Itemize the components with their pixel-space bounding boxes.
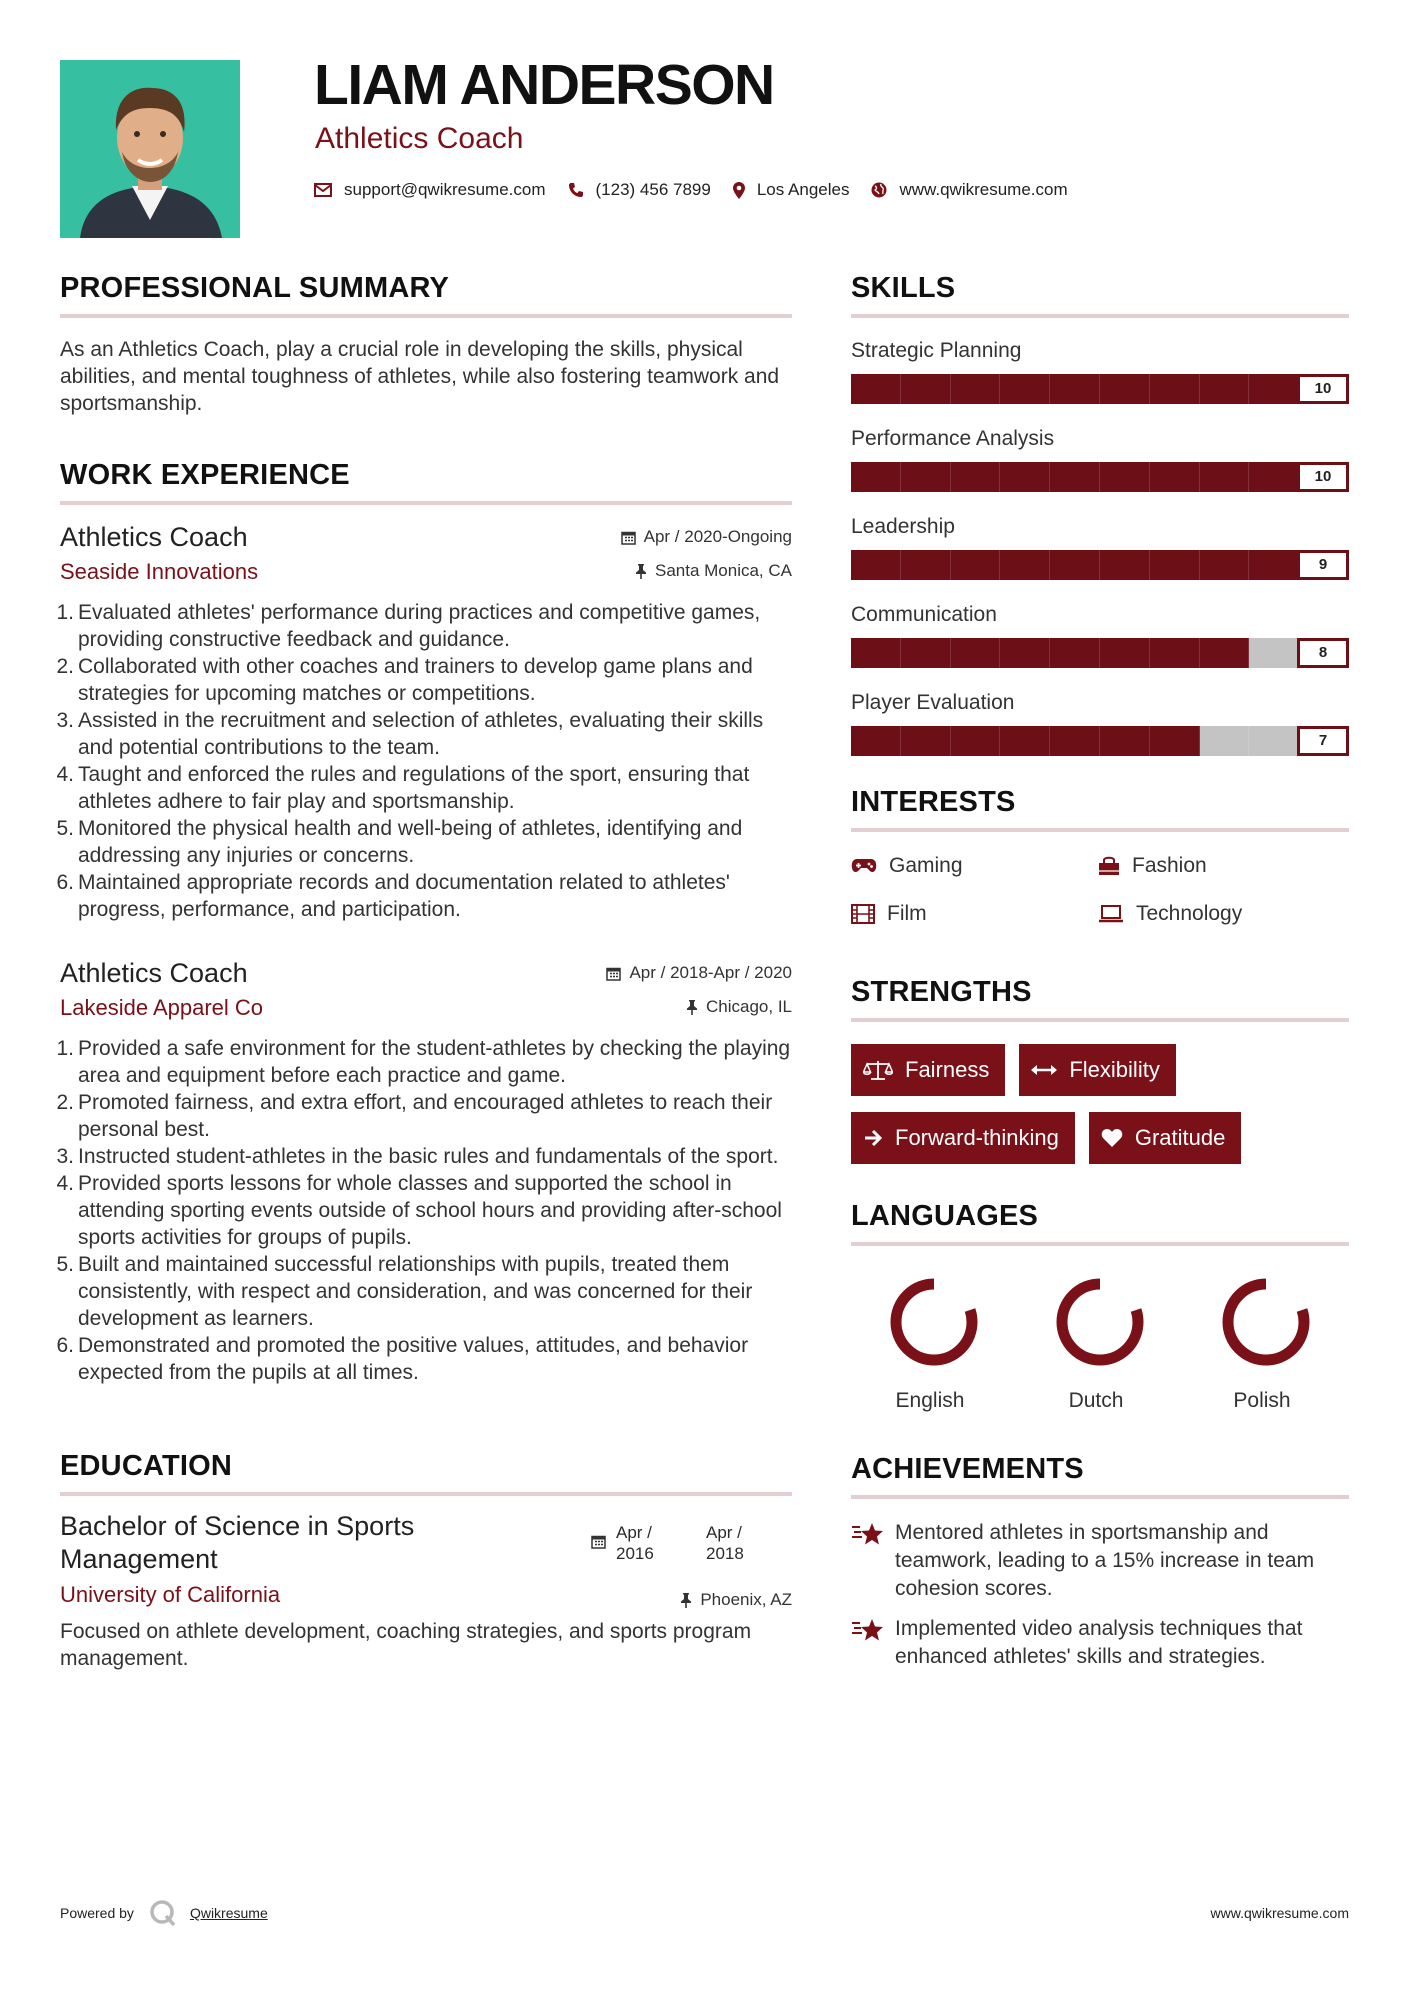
skill-segment (1150, 550, 1200, 580)
job-date (621, 527, 792, 547)
skill-segment (1200, 374, 1250, 404)
skill-segment (1249, 462, 1299, 492)
summary-text: As an Athletics Coach, play a crucial role in developing the skills, physical abilities, and mental toughness of athletes, while also fostering teamwork and sportsmanship. (60, 338, 780, 415)
skill-segment (1000, 462, 1050, 492)
skill-segment (1249, 550, 1299, 580)
skill-segment (951, 462, 1001, 492)
map-marker-icon (733, 182, 745, 199)
interest-label: Fashion (1132, 854, 1207, 877)
brand-link[interactable]: Qwikresume (189, 1905, 268, 1921)
skill-item (851, 514, 1349, 580)
skill-segment (851, 374, 901, 404)
skill-segment (1200, 550, 1250, 580)
skill-segment (901, 726, 951, 756)
education-start: Apr / 2016 (616, 1523, 654, 1563)
interest-label: Gaming (889, 854, 963, 877)
powered-by-text: Powered by (60, 1905, 134, 1921)
skills-title: SKILLS (851, 272, 1349, 318)
duty-item: 5. Built and maintained successful relationships with pupils, treated them consistently, with respect and consideration, and was concerned for their development as learners. (56, 1253, 753, 1330)
left-column (56, 272, 792, 1700)
achievement-item (851, 1615, 1349, 1671)
skill-level-badge: 10 (1297, 374, 1349, 404)
skill-bar (851, 374, 1349, 404)
skill-level-badge: 9 (1297, 550, 1349, 580)
contact-email[interactable] (314, 180, 546, 200)
heart-icon (1101, 1128, 1123, 1148)
language-ring (884, 1272, 984, 1372)
gamepad-icon (851, 858, 877, 874)
job-location (686, 997, 792, 1017)
skill-segment (951, 550, 1001, 580)
job-company: Seaside Innovations (60, 559, 259, 584)
duty-item: 2. Collaborated with other coaches and trainers to develop game plans and strategies for upcoming matches or competitions. (56, 655, 753, 705)
skill-segment (851, 726, 901, 756)
contact-website[interactable] (871, 180, 1067, 200)
achievements-title: ACHIEVEMENTS (851, 1453, 1349, 1499)
skill-segment (1050, 550, 1100, 580)
star-award-icon (851, 1521, 885, 1547)
skill-segment (1100, 638, 1150, 668)
languages-section (851, 1200, 1349, 1413)
duty-item: 6. Maintained appropriate records and documentation related to athletes' progress, performance, and participation. (56, 871, 730, 921)
language-name: English (895, 1389, 965, 1412)
strength-label: Flexibility (1069, 1057, 1160, 1082)
skill-segment (1050, 726, 1100, 756)
duty-item: 2. Promoted fairness, and extra effort, and encouraged athletes to reach their personal best. (56, 1091, 773, 1141)
skill-segment (1100, 462, 1150, 492)
language-ring (1050, 1272, 1150, 1372)
website-text: www.qwikresume.com (899, 180, 1068, 199)
language-ring (1216, 1272, 1316, 1372)
skill-segment (1200, 638, 1250, 668)
skill-name: Player Evaluation (851, 691, 1015, 714)
skill-segment (1249, 374, 1299, 404)
skill-bar (851, 462, 1349, 492)
email-text: support@qwikresume.com (344, 180, 546, 199)
interests-section (851, 786, 1349, 928)
skill-segment (1150, 726, 1200, 756)
profile-photo (60, 60, 240, 238)
arrows-horizontal-icon (1031, 1063, 1057, 1077)
skill-bar (851, 638, 1349, 668)
interest-label: Film (887, 902, 927, 925)
education-description: Focused on athlete development, coaching strategies, and sports program management. (60, 1620, 752, 1670)
skill-segment (901, 638, 951, 668)
skill-item (851, 426, 1349, 492)
qwikresume-logo-icon (148, 1898, 178, 1928)
skill-segment (1050, 462, 1100, 492)
strength-tag (1089, 1112, 1242, 1164)
duty-item: 3. Assisted in the recruitment and selection of athletes, evaluating their skills and potential contributions to the team. (56, 709, 764, 759)
interests-grid (851, 852, 1349, 928)
strengths-title: STRENGTHS (851, 976, 1349, 1022)
language-level-arc (1062, 1284, 1138, 1360)
shopping-bag-icon (1098, 856, 1120, 876)
contact-phone[interactable] (568, 180, 711, 200)
strengths-section (851, 976, 1349, 1164)
location-text: Los Angeles (756, 180, 850, 199)
footer-powered (60, 1898, 268, 1928)
strength-tag (851, 1044, 1005, 1096)
language-name: Dutch (1068, 1389, 1124, 1412)
duty-item: 4. Provided sports lessons for whole classes and supported the school in attending sporting events outside of school hours and providing after-school sports activities for groups of pupils. (56, 1172, 782, 1249)
skill-name: Communication (851, 603, 997, 626)
skill-segment (1000, 638, 1050, 668)
experience-section (56, 459, 792, 1386)
job-duties-2 (56, 1035, 792, 1386)
skill-segment (1050, 374, 1100, 404)
summary-title: PROFESSIONAL SUMMARY (60, 272, 792, 318)
skill-segment (1050, 638, 1100, 668)
degree-title: Bachelor of Science in Sports Management (60, 1511, 415, 1574)
duty-item: 1. Provided a safe environment for the student-athletes by checking the playing area and equipment before each practice and game. (56, 1037, 791, 1087)
envelope-icon (314, 183, 332, 197)
skill-level-badge: 10 (1297, 462, 1349, 492)
education-section (60, 1450, 792, 1672)
skill-bar (851, 726, 1349, 756)
job-duties-1 (56, 599, 792, 923)
job-title: Athletics Coach (60, 958, 248, 988)
job-location-text: Chicago, IL (706, 997, 792, 1016)
job-location-text: Santa Monica, CA (654, 561, 792, 580)
strengths-list (851, 1044, 1331, 1164)
skill-level-badge: 8 (1297, 638, 1349, 668)
skill-segment (1150, 374, 1200, 404)
calendar-icon (621, 530, 636, 545)
skill-segment (1150, 462, 1200, 492)
skill-item (851, 338, 1349, 404)
skill-segment (851, 550, 901, 580)
language-item (1017, 1272, 1183, 1413)
duty-item: 1. Evaluated athletes' performance during practices and competitive games, providing constructive feedback and guidance. (56, 601, 761, 651)
skill-segment (951, 726, 1001, 756)
interest-fashion (1098, 852, 1345, 880)
education-entry (60, 1510, 792, 1672)
skill-segment (901, 374, 951, 404)
skill-segment (1000, 550, 1050, 580)
strength-tag (1019, 1044, 1175, 1096)
skill-bar (851, 550, 1349, 580)
duty-item: 3. Instructed student-athletes in the basic rules and fundamentals of the sport. (56, 1145, 779, 1168)
pushpin-icon (680, 1593, 692, 1608)
pushpin-icon (686, 1000, 698, 1015)
skills-list (851, 338, 1349, 756)
interest-technology (1098, 900, 1345, 928)
job-date-text: Apr / 2018-Apr / 2020 (629, 963, 792, 982)
skill-segment (901, 550, 951, 580)
contact-location (733, 180, 850, 200)
skill-segment (951, 374, 1001, 404)
skill-name: Strategic Planning (851, 339, 1022, 362)
skill-item (851, 602, 1349, 668)
skill-segment (951, 638, 1001, 668)
calendar-icon (606, 966, 621, 981)
skill-segment (1200, 726, 1250, 756)
interest-label: Technology (1136, 902, 1243, 925)
skill-name: Leadership (851, 515, 955, 538)
skills-section (851, 272, 1349, 756)
language-item (851, 1272, 1017, 1413)
skill-segment (1000, 726, 1050, 756)
job-entry-2 (56, 955, 792, 1386)
education-title: EDUCATION (60, 1450, 792, 1496)
skill-level-badge: 7 (1297, 726, 1349, 756)
language-item (1183, 1272, 1349, 1413)
skill-segment (1249, 726, 1299, 756)
footer-site[interactable]: www.qwikresume.com (1210, 1905, 1349, 1921)
school-name: University of California (60, 1582, 281, 1607)
interest-film (851, 900, 1098, 928)
language-level-arc (1228, 1284, 1304, 1360)
film-icon (851, 904, 875, 924)
duty-item: 4. Taught and enforced the rules and regulations of the sport, ensuring that athletes adhere to fair play and sportsmanship. (56, 763, 750, 813)
pushpin-icon (635, 564, 647, 579)
skill-segment (1100, 374, 1150, 404)
skill-segment (1000, 374, 1050, 404)
language-name: Polish (1233, 1389, 1291, 1412)
candidate-name: LIAM ANDERSON (314, 53, 774, 117)
skill-segment (1100, 550, 1150, 580)
job-entry-1 (56, 519, 792, 923)
job-date (606, 963, 792, 983)
achievement-text: Mentored athletes in sportsmanship and teamwork, leading to a 15% increase in team cohesion scores. (895, 1521, 1315, 1600)
job-date-text: Apr / 2020-Ongoing (643, 527, 792, 546)
contact-bar (314, 178, 1090, 202)
strength-label: Fairness (905, 1057, 990, 1082)
job-location (635, 561, 792, 581)
laptop-icon (1098, 905, 1124, 923)
skill-segment (1100, 726, 1150, 756)
languages-title: LANGUAGES (851, 1200, 1349, 1246)
skill-segment (851, 462, 901, 492)
skill-segment (1249, 638, 1299, 668)
job-company: Lakeside Apparel Co (60, 995, 264, 1020)
languages-list (851, 1272, 1349, 1413)
interest-gaming (851, 852, 1098, 880)
language-level-arc (896, 1284, 972, 1360)
education-location (680, 1590, 792, 1610)
education-location-text: Phoenix, AZ (700, 1590, 792, 1609)
phone-text: (123) 456 7899 (595, 180, 711, 199)
experience-title: WORK EXPERIENCE (60, 459, 792, 505)
interests-title: INTERESTS (851, 786, 1349, 832)
skill-name: Performance Analysis (851, 427, 1055, 450)
achievements-section (851, 1453, 1349, 1671)
skill-segment (1150, 638, 1200, 668)
globe-icon (871, 182, 887, 198)
arrow-right-icon (863, 1129, 883, 1147)
skill-segment (901, 462, 951, 492)
strength-label: Forward-thinking (895, 1125, 1059, 1150)
calendar-icon (591, 1534, 606, 1549)
achievement-text: Implemented video analysis techniques that enhanced athletes' skills and strategies. (895, 1617, 1303, 1668)
right-column (851, 272, 1349, 1683)
phone-icon (568, 182, 584, 198)
star-award-icon (851, 1617, 885, 1643)
duty-item: 6. Demonstrated and promoted the positive values, attitudes, and behavior expected from the pupils at all times. (56, 1334, 749, 1384)
skill-item (851, 690, 1349, 756)
skill-segment (851, 638, 901, 668)
candidate-role: Athletics Coach (315, 122, 524, 155)
balance-scale-icon (863, 1059, 893, 1081)
strength-tag (851, 1112, 1075, 1164)
education-end: Apr / 2018 (706, 1523, 744, 1563)
education-dates (591, 1522, 758, 1564)
job-title: Athletics Coach (60, 522, 248, 552)
achievement-item (851, 1519, 1349, 1603)
duty-item: 5. Monitored the physical health and well-being of athletes, identifying and addressing any injuries or concerns. (56, 817, 743, 867)
summary-section (60, 272, 792, 417)
skill-segment (1200, 462, 1250, 492)
strength-label: Gratitude (1134, 1125, 1226, 1150)
